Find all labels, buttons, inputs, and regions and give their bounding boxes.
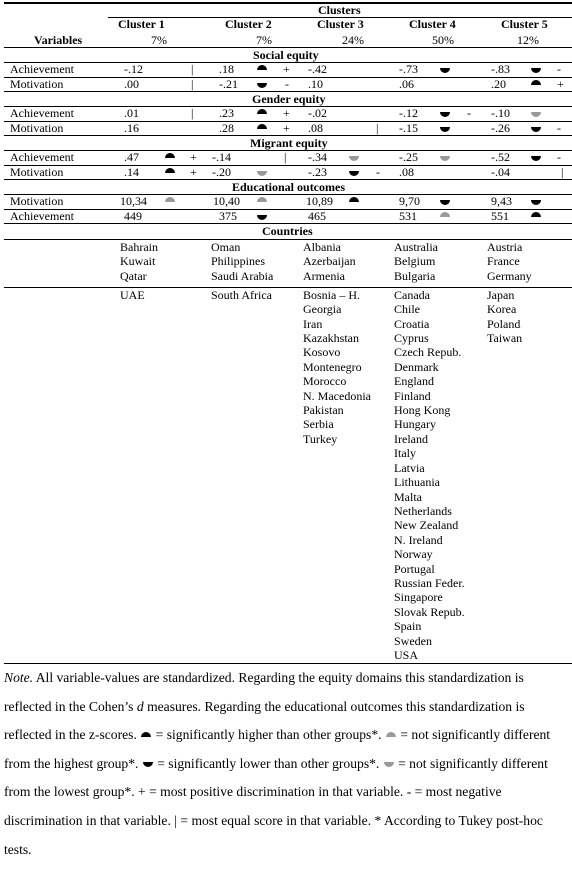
sig-lower-icon bbox=[256, 78, 268, 90]
cell-value: 531 bbox=[399, 209, 417, 223]
sig-not-diff-highest-icon bbox=[439, 210, 451, 222]
cell-value: 10,40 bbox=[213, 194, 240, 208]
note-text: = significantly lower than other groups*. bbox=[153, 755, 383, 771]
table-note bbox=[4, 664, 569, 864]
cell-value: .23 bbox=[219, 106, 234, 120]
sig-not-diff-lowest-icon bbox=[439, 151, 451, 163]
country-item: Hong Kong bbox=[394, 403, 451, 418]
country-item: Czech Repub. bbox=[394, 345, 462, 360]
country-item: Malta bbox=[394, 489, 422, 504]
cell-value: -.04 bbox=[491, 165, 510, 179]
cell-value: .47 bbox=[124, 150, 139, 164]
country-item: Ireland bbox=[394, 431, 428, 446]
sig-not-diff-highest-icon bbox=[256, 195, 268, 207]
cluster-2-pct: 7% bbox=[256, 33, 272, 47]
cluster-5-header: Cluster 5 bbox=[501, 17, 548, 31]
row-label: Motivation bbox=[10, 194, 64, 208]
sig-lower-icon bbox=[530, 122, 542, 134]
country-item: Cyprus bbox=[394, 331, 429, 346]
cell-value: -.26 bbox=[491, 121, 510, 135]
cluster-4-header: Cluster 4 bbox=[409, 17, 456, 31]
country-item: Serbia bbox=[303, 417, 334, 432]
most-negative-marker: - bbox=[285, 77, 289, 91]
clusters-header: Clusters bbox=[318, 3, 361, 17]
row-label: Motivation bbox=[10, 77, 64, 91]
sig-not-diff-highest-icon bbox=[164, 195, 176, 207]
sig-lower-icon bbox=[348, 166, 360, 178]
country-item: Norway bbox=[394, 547, 433, 562]
cluster-4-pct: 50% bbox=[432, 33, 454, 47]
sig-higher-icon bbox=[348, 195, 360, 207]
country-item: Canada bbox=[394, 287, 430, 302]
cell-value: -.34 bbox=[308, 150, 327, 164]
sig-lower-icon bbox=[439, 195, 451, 207]
most-positive-marker: + bbox=[190, 165, 197, 179]
sig-not-diff-lowest-icon bbox=[256, 166, 268, 178]
note-text: = not significantly different from the lowest group*. + = most positive discrimination in that variable. - = most negative discrimination in that variable. | = most equal score in that variable. * According to Tukey post-hoc tests. bbox=[4, 755, 548, 857]
country-item: Austria bbox=[487, 240, 523, 254]
sig-higher-icon bbox=[164, 166, 176, 178]
most-equal-marker: | bbox=[191, 106, 194, 120]
most-negative-marker: - bbox=[557, 150, 561, 164]
note-text: = significantly higher than other groups*. bbox=[152, 727, 385, 743]
country-item: Croatia bbox=[394, 316, 430, 331]
note-label: Note. bbox=[4, 670, 34, 685]
cell-value: .06 bbox=[399, 77, 414, 91]
table-top-rule bbox=[4, 2, 572, 4]
sig-lower-icon bbox=[439, 122, 451, 134]
row-label: Motivation bbox=[10, 165, 64, 179]
sig-lower-icon bbox=[530, 63, 542, 75]
cell-value: .20 bbox=[491, 77, 506, 91]
cell-value: -.83 bbox=[491, 62, 510, 76]
cell-value: -.21 bbox=[219, 77, 238, 91]
most-equal-marker: | bbox=[284, 150, 287, 164]
country-item: Germany bbox=[487, 268, 532, 283]
country-item: Philippines bbox=[211, 254, 266, 269]
cell-value: .01 bbox=[124, 106, 139, 120]
country-item: South Africa bbox=[211, 287, 272, 302]
cell-value: .28 bbox=[219, 121, 234, 135]
country-item: Bosnia – H. bbox=[303, 287, 360, 302]
section-migrant-equity: Migrant equity bbox=[250, 136, 328, 150]
cell-value: 375 bbox=[219, 209, 237, 223]
most-negative-marker: - bbox=[557, 121, 561, 135]
country-item: Slovak Repub. bbox=[394, 604, 465, 619]
country-item: Iran bbox=[303, 316, 323, 331]
cluster-3-header: Cluster 3 bbox=[317, 17, 364, 31]
rule bbox=[4, 150, 572, 151]
country-item: Kosovo bbox=[303, 345, 341, 360]
country-item: N. Macedonia bbox=[303, 388, 371, 403]
country-list-cluster-4 bbox=[394, 240, 465, 662]
cluster-1-pct: 7% bbox=[151, 33, 167, 47]
country-item: Singapore bbox=[394, 590, 443, 605]
most-equal-marker: | bbox=[191, 62, 194, 76]
most-negative-marker: - bbox=[557, 62, 561, 76]
cell-value: .08 bbox=[308, 121, 323, 135]
country-item: Taiwan bbox=[487, 331, 523, 346]
sig-lower-icon bbox=[530, 195, 542, 207]
cell-value: -.73 bbox=[399, 62, 418, 76]
country-list-cluster-2 bbox=[211, 240, 273, 302]
sig-lower-icon bbox=[439, 63, 451, 75]
sig-not-diff-lowest-icon bbox=[348, 151, 360, 163]
country-item: Kuwait bbox=[120, 254, 156, 269]
country-item: N. Ireland bbox=[394, 532, 443, 547]
sig-lower-icon bbox=[530, 151, 542, 163]
country-item: USA bbox=[394, 647, 419, 662]
country-item: Italy bbox=[394, 446, 416, 461]
most-positive-marker: + bbox=[283, 106, 290, 120]
section-countries: Countries bbox=[262, 224, 313, 238]
cell-value: 10,89 bbox=[306, 194, 333, 208]
country-list-cluster-3 bbox=[303, 240, 371, 446]
cell-value: .18 bbox=[219, 62, 234, 76]
country-item: Finland bbox=[394, 388, 431, 403]
section-educational-outcomes: Educational outcomes bbox=[232, 180, 346, 194]
country-list-cluster-1 bbox=[120, 240, 158, 302]
sig-lower-icon bbox=[256, 210, 268, 222]
most-equal-marker: | bbox=[376, 121, 379, 135]
cell-value: -.42 bbox=[308, 62, 327, 76]
country-item: Spain bbox=[394, 619, 422, 634]
cell-value: .10 bbox=[308, 77, 323, 91]
country-item: Lithuania bbox=[394, 475, 440, 490]
sig-not-diff-lowest-icon bbox=[530, 107, 542, 119]
country-item: Hungary bbox=[394, 417, 436, 432]
country-item: Australia bbox=[394, 240, 438, 254]
country-item: Kazakhstan bbox=[303, 331, 359, 346]
cell-value: -.52 bbox=[491, 150, 510, 164]
sig-higher-icon bbox=[256, 122, 268, 134]
cell-value: 449 bbox=[124, 209, 142, 223]
cell-value: -.12 bbox=[124, 62, 143, 76]
most-positive-marker: + bbox=[283, 62, 290, 76]
cell-value: .14 bbox=[124, 165, 139, 179]
sig-higher-icon bbox=[530, 78, 542, 90]
sig-not-diff-lowest-icon bbox=[383, 751, 395, 762]
country-item: Albania bbox=[303, 240, 341, 254]
variables-header: Variables bbox=[34, 33, 83, 47]
country-list-cluster-5 bbox=[487, 240, 532, 345]
row-label: Achievement bbox=[10, 150, 74, 164]
country-item: Georgia bbox=[303, 302, 342, 317]
note-text: = not significantly different from the highest group*. bbox=[4, 727, 551, 771]
row-label: Achievement bbox=[10, 209, 74, 223]
note-d: d bbox=[136, 698, 144, 714]
sig-higher-icon bbox=[164, 151, 176, 163]
country-item: Bulgaria bbox=[394, 268, 436, 283]
country-item: Latvia bbox=[394, 460, 425, 475]
cluster-5-pct: 12% bbox=[517, 33, 539, 47]
country-item: Turkey bbox=[303, 431, 338, 446]
country-item: Montenegro bbox=[303, 359, 362, 374]
country-item: Portugal bbox=[394, 561, 435, 576]
sig-not-diff-highest-icon bbox=[385, 722, 397, 733]
sig-higher-icon bbox=[256, 63, 268, 75]
country-item: Belgium bbox=[394, 254, 436, 269]
country-item: Saudi Arabia bbox=[211, 268, 274, 283]
cell-value: -.20 bbox=[212, 165, 231, 179]
cell-value: .16 bbox=[124, 121, 139, 135]
rule bbox=[4, 165, 572, 166]
cell-value: -.02 bbox=[308, 106, 327, 120]
country-item: UAE bbox=[120, 287, 145, 302]
most-positive-marker: + bbox=[557, 77, 564, 91]
rule bbox=[4, 209, 572, 210]
row-label: Achievement bbox=[10, 62, 74, 76]
country-item: Sweden bbox=[394, 633, 432, 648]
row-label: Achievement bbox=[10, 106, 74, 120]
country-item: France bbox=[487, 254, 520, 269]
most-positive-marker: + bbox=[283, 121, 290, 135]
sig-higher-icon bbox=[256, 107, 268, 119]
cell-value: -.12 bbox=[399, 106, 418, 120]
country-item: Bahrain bbox=[120, 240, 158, 254]
country-item: Oman bbox=[211, 240, 241, 254]
country-item: Korea bbox=[487, 302, 517, 317]
most-negative-marker: - bbox=[467, 106, 471, 120]
most-negative-marker: - bbox=[376, 165, 380, 179]
cluster-3-pct: 24% bbox=[342, 33, 364, 47]
country-item: Netherlands bbox=[394, 503, 452, 518]
country-item: Japan bbox=[487, 287, 515, 302]
cell-value: -.10 bbox=[491, 106, 510, 120]
country-item: Morocco bbox=[303, 374, 347, 389]
cell-value: .00 bbox=[124, 77, 139, 91]
sig-higher-icon bbox=[140, 722, 152, 733]
cell-value: 465 bbox=[308, 209, 326, 223]
section-gender-equity: Gender equity bbox=[252, 92, 326, 106]
most-positive-marker: + bbox=[190, 150, 197, 164]
most-equal-marker: | bbox=[561, 165, 564, 179]
cluster-1-header: Cluster 1 bbox=[118, 17, 165, 31]
country-item: Qatar bbox=[120, 268, 147, 283]
row-label: Motivation bbox=[10, 121, 64, 135]
cell-value: -.15 bbox=[399, 121, 418, 135]
sig-lower-icon bbox=[142, 751, 154, 762]
country-item: Russian Feder. bbox=[394, 575, 465, 590]
cell-value: -.14 bbox=[212, 150, 231, 164]
cell-value: .08 bbox=[399, 165, 414, 179]
section-social-equity: Social equity bbox=[253, 48, 319, 62]
sig-lower-icon bbox=[439, 107, 451, 119]
country-item: Armenia bbox=[303, 268, 345, 283]
country-item: Chile bbox=[394, 302, 420, 317]
country-item: Azerbaijan bbox=[303, 254, 356, 269]
note-text: All variable-values are standardized. Regarding the equity domains this standardization is reflected in the Cohen’s bbox=[4, 670, 524, 714]
most-equal-marker: | bbox=[191, 77, 194, 91]
country-item: England bbox=[394, 374, 434, 389]
country-item: New Zealand bbox=[394, 518, 459, 533]
country-item: Denmark bbox=[394, 359, 439, 374]
cell-value: -.25 bbox=[399, 150, 418, 164]
note-text: measures. Regarding the educational outcomes this standardization is reflected in the z-scores. bbox=[4, 698, 525, 743]
country-item: Poland bbox=[487, 316, 521, 331]
country-item: Pakistan bbox=[303, 403, 344, 418]
rule bbox=[4, 194, 572, 195]
sig-higher-icon bbox=[530, 210, 542, 222]
cell-value: 9,70 bbox=[399, 194, 420, 208]
cell-value: 10,34 bbox=[120, 194, 147, 208]
cluster-2-header: Cluster 2 bbox=[225, 17, 272, 31]
cell-value: 9,43 bbox=[491, 194, 512, 208]
cell-value: -.23 bbox=[308, 165, 327, 179]
cell-value: 551 bbox=[491, 209, 509, 223]
